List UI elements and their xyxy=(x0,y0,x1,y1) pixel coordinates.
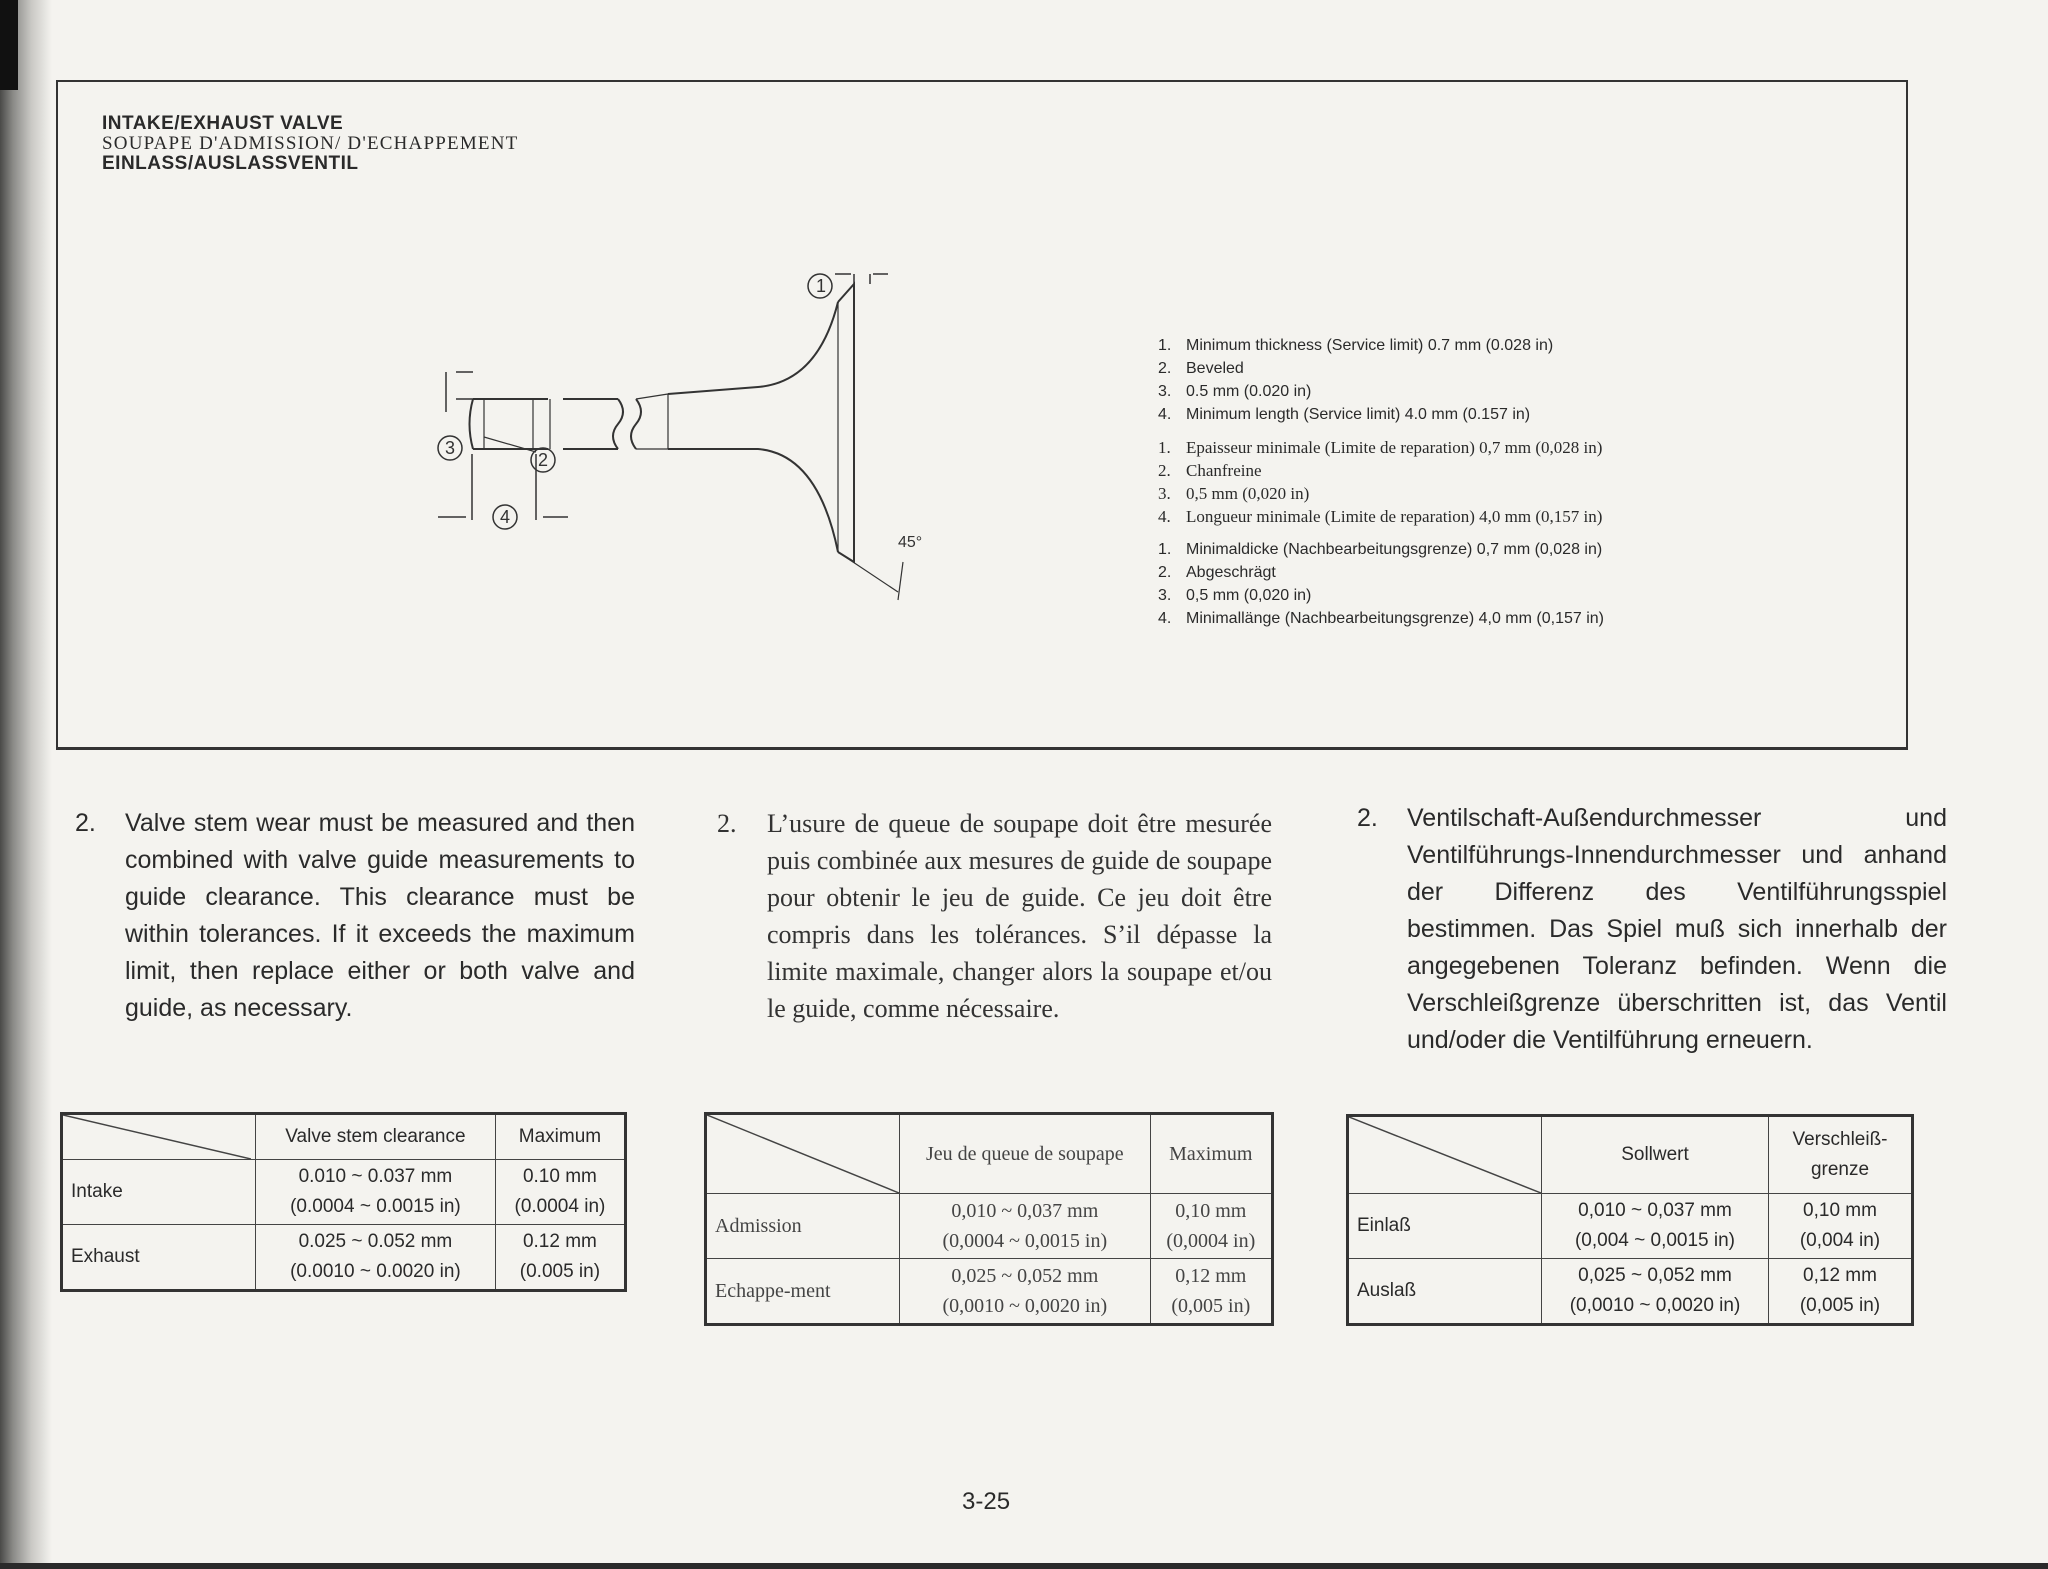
legend-fr-item: 0,5 mm (0,020 in) xyxy=(1186,484,1310,503)
legend-de: 1. Minimaldicke (Nachbearbeitungsgrenze) 0,7 mm (0,028 in) 2. Abgeschrägt 3. 0,5 mm (0,020 in) 4. Minimallänge (Nachbearbeitungsgrenze) 4,0 mm (0,157 in) xyxy=(1158,541,1604,627)
column-fr xyxy=(717,805,1272,1027)
table-corner xyxy=(1348,1116,1542,1194)
column-en xyxy=(75,805,635,1027)
paragraph-fr xyxy=(717,805,1272,1027)
figure-title-de: EINLASS/AUSLASSVENTIL xyxy=(102,153,359,174)
table-header: Jeu de queue de soupape xyxy=(900,1114,1151,1194)
max-in: (0,005 in) xyxy=(1799,1295,1881,1316)
table-row xyxy=(1348,1194,1913,1259)
max-mm: 0.12 mm xyxy=(522,1231,597,1252)
clearance-mm: 0,010 ~ 0,037 mm xyxy=(1578,1200,1732,1221)
table-row xyxy=(1348,1259,1913,1325)
figure-title xyxy=(102,114,518,174)
callout-3: 3 xyxy=(445,438,456,458)
table-row xyxy=(706,1194,1273,1259)
max-mm: 0,10 mm xyxy=(1175,1200,1247,1222)
callout-1: 1 xyxy=(816,276,827,296)
max-mm: 0.10 mm xyxy=(522,1166,597,1187)
page-bottom-edge xyxy=(0,1563,2048,1569)
legend-fr-item: Epaisseur minimale (Limite de reparation) 0,7 mm (0,028 in) xyxy=(1186,438,1603,457)
spec-table-de xyxy=(1346,1114,1914,1326)
figure-title-en: INTAKE/EXHAUST VALVE xyxy=(102,113,344,134)
table-header: Verschleiß-grenze xyxy=(1769,1116,1913,1194)
legend-en-item: 0.5 mm (0.020 in) xyxy=(1186,383,1312,400)
row-label: Exhaust xyxy=(62,1225,256,1291)
clearance-in: (0,0010 ~ 0,0020 in) xyxy=(1569,1295,1741,1316)
paragraph-number: 2. xyxy=(717,809,737,838)
legend-en-item: Minimum thickness (Service limit) 0.7 mm (0.028 in) xyxy=(1186,337,1554,354)
legend-de-item: 0,5 mm (0,020 in) xyxy=(1186,587,1312,604)
clearance-in: (0.0004 ~ 0.0015 in) xyxy=(290,1196,461,1217)
clearance-in: (0,0004 ~ 0,0015 in) xyxy=(942,1230,1108,1252)
max-in: (0,004 in) xyxy=(1799,1230,1881,1251)
paragraph-text: Valve stem wear must be measured and then combined with valve guide measurements to guide clearance. This clearance must be within tolerances. If it exceeds the maximum limit, then replace either or both valve and guide, as necessary. xyxy=(125,809,635,1022)
table-corner xyxy=(62,1114,256,1160)
legend-fr-item: Chanfreine xyxy=(1186,461,1262,480)
max-mm: 0,12 mm xyxy=(1803,1265,1877,1286)
table-row xyxy=(706,1259,1273,1325)
legend-en-item: Beveled xyxy=(1186,360,1244,377)
table-header: Maximum xyxy=(495,1114,625,1160)
book-binding-shadow xyxy=(0,0,52,1569)
max-mm: 0,10 mm xyxy=(1803,1200,1877,1221)
table-row xyxy=(62,1160,626,1225)
legend-fr-item: Longueur minimale (Limite de reparation) 4,0 mm (0,157 in) xyxy=(1186,507,1603,526)
clearance-mm: 0,010 ~ 0,037 mm xyxy=(951,1200,1099,1222)
max-in: (0,0004 in) xyxy=(1166,1230,1256,1252)
callout-2: 2 xyxy=(538,450,549,470)
valve-stem-tip xyxy=(470,399,474,449)
paragraph-text: L’usure de queue de soupape doit être mesurée puis combinée aux mesures de guide de soupape pour obtenir le jeu de guide. Ce jeu doit être compris dans les tolérances. S’il dépasse la limite maximale, changer alors la soupape et/ou le guide, comme nécessaire. xyxy=(767,809,1272,1023)
table-corner xyxy=(706,1114,900,1194)
legend-en: 1. Minimum thickness (Service limit) 0.7 mm (0.028 in) 2. Beveled 3. 0.5 mm (0.020 in) 4. Minimum length (Service limit) 4.0 mm (0.157 in) xyxy=(1158,337,1554,423)
valve-diagram xyxy=(338,262,978,622)
table-header: Maximum xyxy=(1150,1114,1272,1194)
legend-de-item: Minimallänge (Nachbearbeitungsgrenze) 4,0 mm (0,157 in) xyxy=(1186,610,1604,627)
figure-title-fr: SOUPAPE D'ADMISSION/ D'ECHAPPEMENT xyxy=(102,133,519,154)
max-in: (0.005 in) xyxy=(519,1261,601,1282)
max-in: (0.0004 in) xyxy=(514,1196,606,1217)
table-row xyxy=(62,1225,626,1291)
clearance-in: (0.0010 ~ 0.0020 in) xyxy=(290,1261,461,1282)
table-header: Valve stem clearance xyxy=(256,1114,496,1160)
clearance-mm: 0,025 ~ 0,052 mm xyxy=(951,1265,1099,1287)
legend-de-item: Minimaldicke (Nachbearbeitungsgrenze) 0,7 mm (0,028 in) xyxy=(1186,541,1603,558)
figure-panel xyxy=(56,80,1908,750)
row-label: Auslaß xyxy=(1348,1259,1542,1325)
clearance-mm: 0,025 ~ 0,052 mm xyxy=(1578,1265,1732,1286)
page-number: 3-25 xyxy=(962,1488,1011,1515)
max-mm: 0,12 mm xyxy=(1175,1265,1247,1287)
paragraph-number: 2. xyxy=(75,809,96,837)
row-label: Echappe-ment xyxy=(706,1259,900,1325)
spec-table-fr xyxy=(704,1112,1274,1326)
table-header: Sollwert xyxy=(1542,1116,1769,1194)
callout-4: 4 xyxy=(500,507,511,527)
column-de xyxy=(1357,800,1947,1059)
paragraph-number: 2. xyxy=(1357,804,1378,832)
angle-label: 45° xyxy=(898,534,923,551)
row-label: Admission xyxy=(706,1194,900,1259)
max-in: (0,005 in) xyxy=(1171,1295,1251,1317)
clearance-in: (0,0010 ~ 0,0020 in) xyxy=(942,1295,1108,1317)
paragraph-en xyxy=(75,805,635,1027)
legend-fr: 1. Epaisseur minimale (Limite de reparation) 0,7 mm (0,028 in) 2. Chanfreine 3. 0,5 mm (0,020 in) 4. Longueur minimale (Limite de reparation) 4,0 mm (0,157 in) xyxy=(1158,438,1603,526)
legend-de-item: Abgeschrägt xyxy=(1186,564,1276,581)
clearance-mm: 0.010 ~ 0.037 mm xyxy=(298,1166,453,1187)
spec-table-en xyxy=(60,1112,627,1292)
paragraph-de xyxy=(1357,800,1947,1059)
clearance-mm: 0.025 ~ 0.052 mm xyxy=(298,1231,453,1252)
row-label: Einlaß xyxy=(1348,1194,1542,1259)
paragraph-text: Ventilschaft-Außendurchmesser und Ventilführungs-Innendurchmesser und anhand der Differenz des Ventilführungsspiel bestimmen. Das Spiel muß sich innerhalb der angegebenen Toleranz befinden. Wenn die Verschleißgrenze überschritten ist, das Ventil und/oder die Ventilführung erneuern. xyxy=(1407,804,1947,1054)
clearance-in: (0,004 ~ 0,0015 in) xyxy=(1574,1230,1736,1251)
book-binding-corner xyxy=(0,0,18,90)
figure-legend xyxy=(1158,334,1604,640)
legend-en-item: Minimum length (Service limit) 4.0 mm (0.157 in) xyxy=(1186,406,1531,423)
row-label: Intake xyxy=(62,1160,256,1225)
